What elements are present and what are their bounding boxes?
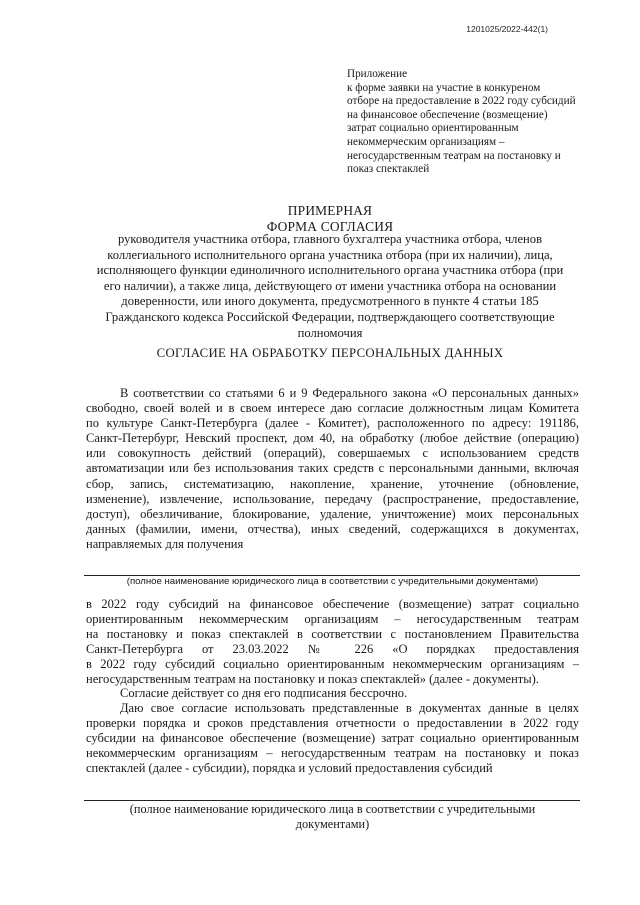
paragraph-line: некоммерческим организациям – негосударственным театрам на постановку и показ	[86, 745, 579, 760]
paragraph-line: данных (фамилии, имени, отчества), иных сведений, содержащихся в документах,	[86, 521, 579, 536]
paragraph-line: Санкт-Петербург, Невский проспект, дом 40, на обработку (любое действие (операцию)	[86, 431, 579, 446]
appendix-line: на финансовое обеспечение (возмещение)	[347, 108, 548, 121]
appendix-line: Приложение	[347, 68, 408, 80]
title-line-1: ПРИМЕРНАЯ	[287, 203, 373, 218]
paragraph-line: на постановку и показ спектаклей в соответствии с постановлением Правительства	[86, 626, 579, 641]
subtitle-line: доверенности, или иного документа, предусмотренного в пункте 4 статьи 185	[121, 294, 539, 309]
consent-paragraph-3	[86, 686, 579, 775]
document-code: 1201025/2022-442(1)	[466, 24, 548, 34]
paragraph-line: проверки порядка и сроков представления отчетности о предоставлении в 2022 году	[86, 715, 579, 730]
paragraph-line: ориентированным некоммерческим организациям – негосударственным театрам	[86, 611, 579, 626]
subtitle-line: полномочия	[297, 325, 363, 340]
paragraph-line: или совокупность действий (операций), совершаемых с использованием средств	[86, 446, 579, 461]
document-title	[80, 203, 580, 234]
appendix-line: к форме заявки на участие в конкуреном	[347, 81, 541, 94]
section-heading: СОГЛАСИЕ НА ОБРАБОТКУ ПЕРСОНАЛЬНЫХ ДАННЫХ	[156, 346, 504, 360]
paragraph-line: Санкт-Петербурга от 23.03.2022 № 226 «О порядках предоставления	[86, 641, 579, 656]
consent-paragraph-2	[86, 597, 579, 686]
paragraph-line: В соответствии со статьями 6 и 9 Федерального закона «О персональных данных»	[120, 386, 579, 400]
paragraph-line: сбор, запись, систематизацию, накопление, хранение, уточнение (обновление,	[86, 476, 579, 491]
appendix-note	[347, 68, 607, 177]
subtitle-line: исполняющего функции единоличного исполнительного органа участника отбора (при	[96, 263, 564, 278]
paragraph-line: в 2022 году субсидий на финансовое обеспечение (возмещение) затрат социально	[86, 597, 579, 611]
appendix-line: показ спектаклей	[347, 163, 430, 176]
consent-paragraph-1	[86, 386, 579, 552]
title-line-2: ФОРМА СОГЛАСИЯ	[266, 218, 394, 234]
paragraph-line: доступ), обезличивание, блокирование, удаление, уничтожение) моих персональных	[86, 506, 579, 521]
paragraph-line: по культуре Санкт-Петербурга (далее - Комитет), расположенного по адресу: 191186,	[86, 416, 579, 431]
paragraph-line: направляемых для получения	[86, 536, 244, 551]
subtitle-line: Гражданского кодекса Российской Федерации, подтверждающего соответствующие	[105, 309, 555, 324]
paragraph-line: свободно, своей волей и в своем интересе даю согласие должностным лицам Комитета	[86, 401, 579, 416]
paragraph-line: субсидии на финансовое обеспечение (возмещение) затрат социально ориентированным	[86, 730, 579, 745]
subtitle-line: его наличии), а также лица, действующего от имени участника отбора на основании	[103, 278, 557, 293]
hint-line: документами)	[295, 817, 370, 831]
fill-in-hint-2	[86, 802, 579, 832]
appendix-line: некоммерческим организациям –	[347, 135, 505, 148]
hint-line: (полное наименование юридического лица в соответствии с учредительными	[129, 802, 536, 816]
fill-in-line-2	[84, 800, 580, 801]
paragraph-line: негосударственным театрам на постановку и показ спектаклей» (далее - документы).	[86, 671, 539, 686]
paragraph-line: в 2022 году субсидий социально ориентированным некоммерческим организациям –	[86, 656, 579, 671]
validity-line: Согласие действует со дня его подписания бессрочно.	[120, 686, 408, 700]
paragraph-line: Даю свое согласие использовать представленные в документах данные в целях	[120, 700, 579, 715]
paragraph-line: спектаклей (далее - субсидии), порядка и условий предоставления субсидий	[86, 760, 493, 775]
appendix-line: отборе на предоставление в 2022 году субсидий	[347, 95, 576, 108]
paragraph-line: автоматизации или без использования таких средств с персональными данными, включая	[86, 461, 579, 476]
appendix-line: негосударственным театрам на постановку и	[347, 149, 561, 162]
appendix-line: затрат социально ориентированным	[347, 122, 519, 135]
subtitle-line: руководителя участника отбора, главного бухгалтера участника отбора, членов	[117, 232, 543, 246]
fill-in-hint-1: (полное наименование юридического лица в соответствии с учредительными документами)	[126, 576, 539, 587]
document-subtitle	[70, 232, 590, 341]
paragraph-line: изменение), извлечение, использование, передачу (распространение, предоставление,	[86, 491, 579, 506]
subtitle-line: коллегиального исполнительного органа участника отбора (при их наличии), лица,	[107, 247, 553, 262]
